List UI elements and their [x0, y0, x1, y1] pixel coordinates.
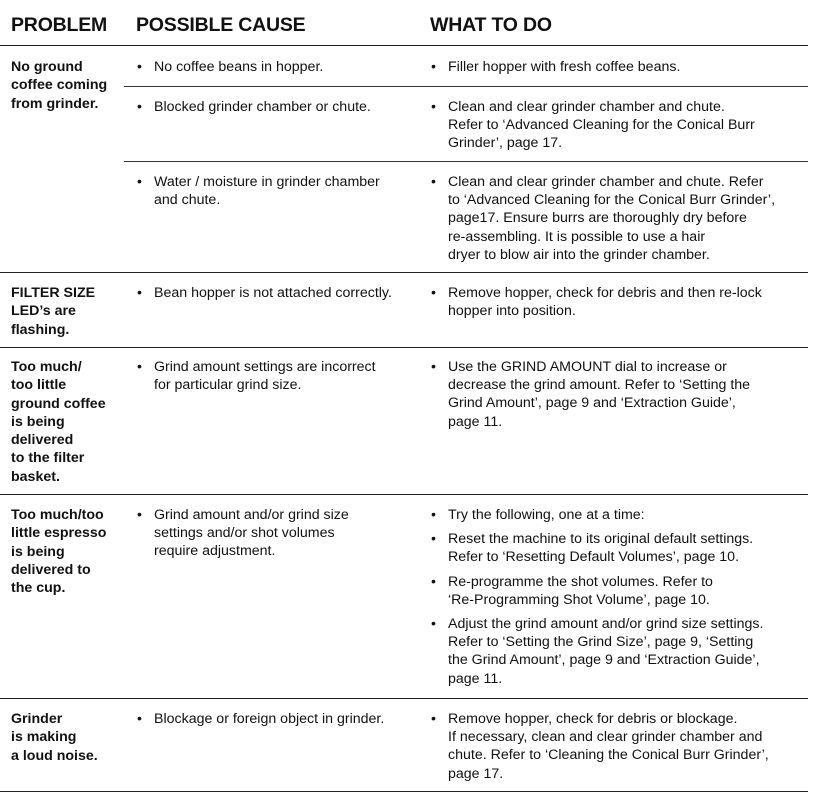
bullet: • [431, 99, 436, 115]
cause-cell [137, 98, 412, 116]
problem-ground-coffee-amount: Too much/ too little ground coffee is being delivered to the filter basket. [11, 359, 106, 485]
row-divider [0, 347, 808, 348]
list-item [431, 173, 803, 264]
action-text: Clean and clear grinder chamber and chute. Refer to ‘Advanced Cleaning for the Conical Burr Grinder’, page 17. [448, 99, 755, 152]
cause-cell [137, 710, 412, 728]
bullet: • [431, 507, 436, 523]
action-text: Adjust the grind amount and/or grind size settings. Refer to ‘Setting the Grind Size’, page 9, ‘Setting the Grind Amount’, page 9 and ‘Extraction Guide’, page 11. [448, 616, 764, 687]
list-item [431, 358, 803, 431]
list-item [431, 573, 803, 609]
action-cell [431, 506, 803, 688]
header-what-to-do: WHAT TO DO [430, 14, 552, 36]
cause-cell [137, 358, 412, 394]
cause-cell [137, 506, 412, 561]
action-text: Remove hopper, check for debris or blockage. If necessary, clean and clear grinder chamber and chute. Refer to ‘Cleaning the Conical Burr Grinder’, page 17. [448, 711, 769, 782]
cause-text: Water / moisture in grinder chamber and chute. [154, 174, 380, 209]
cause-text: Blockage or foreign object in grinder. [154, 711, 385, 727]
cause-text: Grind amount settings are incorrect for particular grind size. [154, 359, 376, 394]
bullet: • [137, 711, 142, 727]
header-problem: PROBLEM [11, 14, 108, 36]
bullet: • [431, 174, 436, 190]
header-divider [0, 45, 808, 46]
row-divider [0, 698, 808, 699]
problem-grinder-noise: Grinder is making a loud noise. [11, 711, 98, 764]
problem-no-ground-coffee: No ground coffee coming from grinder. [11, 59, 108, 112]
cause-text: Blocked grinder chamber or chute. [154, 99, 371, 115]
list-item [137, 710, 412, 728]
cause-text: Grind amount and/or grind size settings and/or shot volumes require adjustment. [154, 507, 349, 560]
sub-divider [124, 86, 808, 87]
row-divider [0, 494, 808, 495]
action-cell [431, 58, 803, 76]
action-text: Try the following, one at a time: [448, 507, 645, 523]
problem-espresso-amount: Too much/too little espresso is being delivered to the cup. [11, 507, 107, 597]
list-item [431, 284, 803, 320]
action-text: Filler hopper with fresh coffee beans. [448, 59, 681, 75]
action-cell [431, 710, 803, 783]
list-item [431, 98, 803, 153]
bullet: • [137, 507, 142, 523]
problem-filter-size-leds: FILTER SIZE LED’s are flashing. [11, 285, 96, 338]
bullet: • [431, 359, 436, 375]
cause-cell [137, 173, 412, 209]
list-item [137, 58, 412, 76]
action-text: Re-programme the shot volumes. Refer to ‘Re-Programming Shot Volume’, page 10. [448, 573, 713, 608]
bullet: • [137, 59, 142, 75]
list-item [137, 173, 412, 209]
bullet: • [431, 711, 436, 727]
bullet: • [431, 531, 436, 548]
cause-text: No coffee beans in hopper. [154, 59, 324, 75]
list-item [137, 98, 412, 116]
action-cell [431, 98, 803, 153]
bullet: • [137, 99, 142, 115]
bullet: • [431, 285, 436, 301]
row-divider [0, 272, 808, 273]
table-bottom-divider [0, 791, 808, 792]
bullet: • [431, 59, 436, 75]
cause-cell [137, 284, 412, 302]
bullet: • [431, 616, 436, 633]
list-item [137, 506, 412, 561]
list-item [431, 710, 803, 783]
list-item [137, 284, 412, 302]
action-text: Reset the machine to its original default settings. Refer to ‘Resetting Default Volumes’, page 10. [448, 531, 754, 566]
cause-cell [137, 58, 412, 76]
bullet: • [137, 359, 142, 375]
header-possible-cause: POSSIBLE CAUSE [136, 14, 306, 36]
action-text: Remove hopper, check for debris and then re-lock hopper into position. [448, 285, 762, 320]
action-cell [431, 358, 803, 431]
action-cell [431, 173, 803, 264]
list-item [431, 506, 803, 524]
list-item [431, 615, 803, 688]
action-cell [431, 284, 803, 320]
action-text: Clean and clear grinder chamber and chute. Refer to ‘Advanced Cleaning for the Conical Burr Grinder’, page17. Ensure burrs are thoroughly dry before re-assembling. It is possible to use a hair dryer to blow air into the grinder chamber. [448, 174, 776, 263]
bullet: • [431, 573, 436, 590]
list-item [431, 530, 803, 566]
sub-divider [124, 161, 808, 162]
bullet: • [137, 174, 142, 190]
action-text: Use the GRIND AMOUNT dial to increase or decrease the grind amount. Refer to ‘Setting the Grind Amount’, page 9 and ‘Extraction Guide’, page 11. [448, 359, 751, 430]
bullet: • [137, 285, 142, 301]
cause-text: Bean hopper is not attached correctly. [154, 285, 392, 301]
list-item [137, 358, 412, 394]
list-item [431, 58, 803, 76]
